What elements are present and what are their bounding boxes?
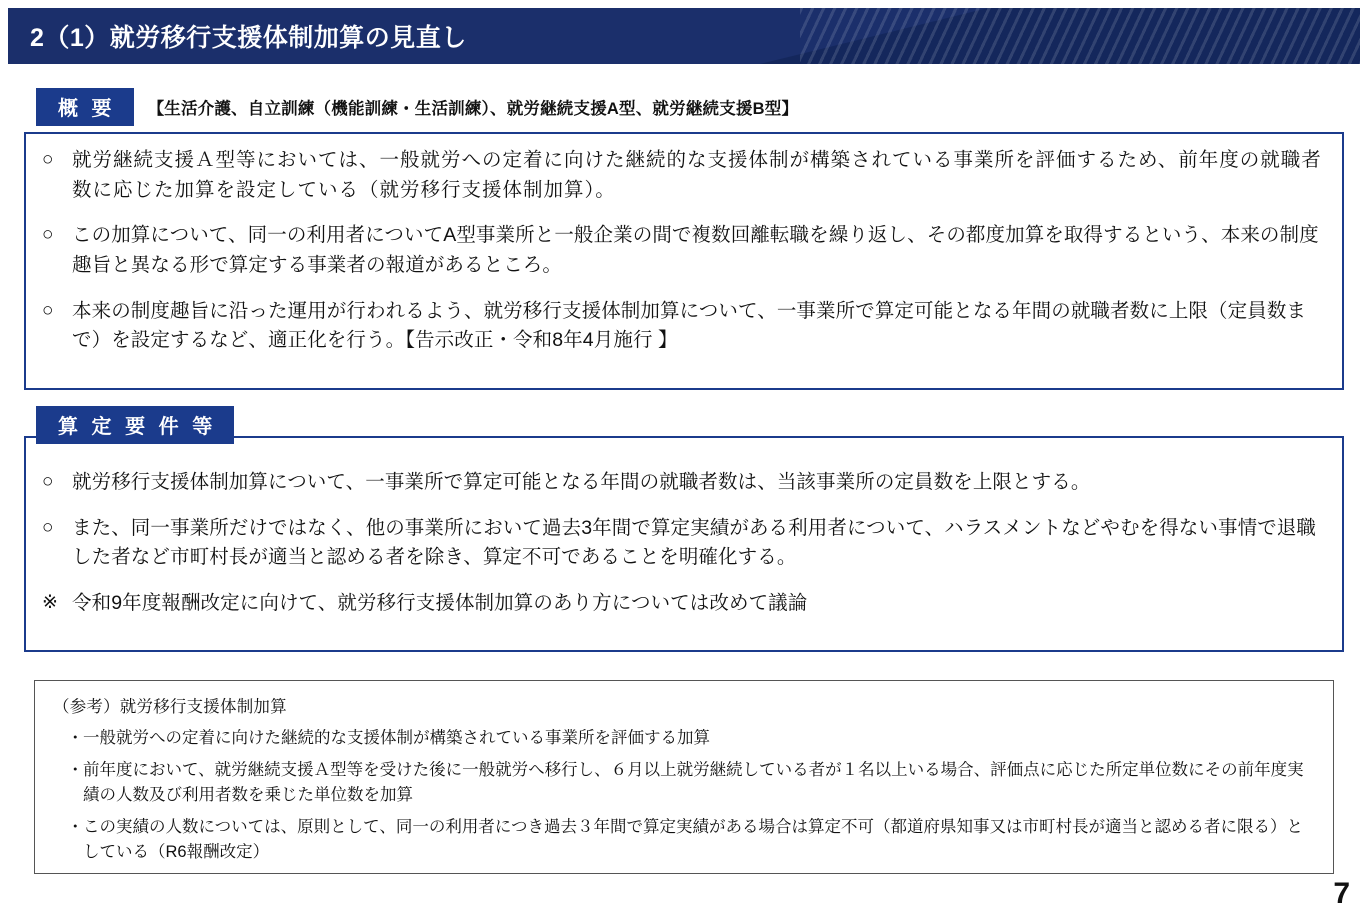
- overview-item: [42, 146, 1326, 205]
- overview-chip-label: 概 要: [36, 88, 134, 126]
- overview-header: [36, 88, 1336, 126]
- criteria-header: [36, 406, 234, 444]
- criteria-item-text: また、同一事業所だけではなく、他の事業所において過去3年間で算定実績がある利用者について、ハラスメントなどやむを得ない事情で退職した者など市町村長が適当と認める者を除き、算定不可であることを明確化する。: [72, 516, 1316, 569]
- overview-item: [42, 221, 1326, 280]
- title-bar-stripe-decoration: [800, 8, 1360, 64]
- note-mark-icon: ※: [42, 591, 59, 613]
- reference-item: [53, 726, 1315, 750]
- overview-item-text: 本来の制度趣旨に沿った運用が行われるよう、就労移行支援体制加算について、一事業所で算定可能となる年間の就職者数に上限（定員数まで）を設定するなど、適正化を行う。【告示改正・令和8年4月施行 】: [72, 299, 1307, 352]
- bullet-icon: ○: [42, 299, 54, 321]
- slide-title-bar: [8, 8, 1360, 64]
- reference-box: [34, 680, 1334, 874]
- bullet-icon: ○: [42, 224, 54, 246]
- overview-box: [24, 132, 1344, 390]
- criteria-box: [24, 436, 1344, 652]
- criteria-note-text: 令和9年度報酬改定に向けて、就労移行支援体制加算のあり方については改めて議論: [72, 591, 808, 614]
- overview-item-text: この加算について、同一の利用者についてA型事業所と一般企業の間で複数回離転職を繰り返し、その都度加算を取得するという、本来の制度趣旨と異なる形で算定する事業者の報道があるところ。: [72, 224, 1319, 276]
- reference-title: （参考）就労移行支援体制加算: [53, 698, 287, 716]
- criteria-note: [42, 589, 1326, 619]
- overview-target-services: 【生活介護、自立訓練（機能訓練・生活訓練）、就労継続支援A型、就労継続支援B型】: [147, 100, 799, 118]
- criteria-item: [42, 514, 1326, 573]
- overview-item: [42, 297, 1326, 356]
- reference-item: [53, 815, 1315, 864]
- bullet-icon: ○: [42, 471, 54, 492]
- overview-item-text: 就労継続支援Ａ型等においては、一般就労への定着に向けた継続的な支援体制が構築されている事業所を評価するため、前年度の就職者数に応じた加算を設定している（就労移行支援体制加算）。: [72, 149, 1322, 201]
- reference-bullet-icon: ・: [67, 729, 84, 747]
- reference-bullet-icon: ・: [67, 818, 84, 837]
- reference-bullet-icon: ・: [67, 761, 84, 780]
- page-title: 2（1）就労移行支援体制加算の見直し: [30, 24, 467, 52]
- criteria-item-text: 就労移行支援体制加算について、一事業所で算定可能となる年間の就職者数は、当該事業所の定員数を上限とする。: [72, 471, 1091, 493]
- reference-item-text: 一般就労への定着に向けた継続的な支援体制が構築されている事業所を評価する加算: [83, 729, 710, 747]
- reference-item: [53, 758, 1315, 807]
- bullet-icon: ○: [42, 149, 54, 170]
- page-number: 7: [1333, 877, 1350, 910]
- reference-item-text: 前年度において、就労継続支援Ａ型等を受けた後に一般就労へ移行し、６月以上就労継続している者が１名以上いる場合、評価点に応じた所定単位数にその前年度実績の人数及び利用者数を乗じた単位数を加算: [83, 761, 1304, 804]
- criteria-item: [42, 468, 1326, 498]
- reference-item-text: この実績の人数については、原則として、同一の利用者につき過去３年間で算定実績がある場合は算定不可（都道府県知事又は市町村長が適当と認める者に限る）としている（R6報酬改定）: [83, 818, 1304, 861]
- criteria-chip-label: 算 定 要 件 等: [36, 406, 234, 444]
- bullet-icon: ○: [42, 516, 54, 538]
